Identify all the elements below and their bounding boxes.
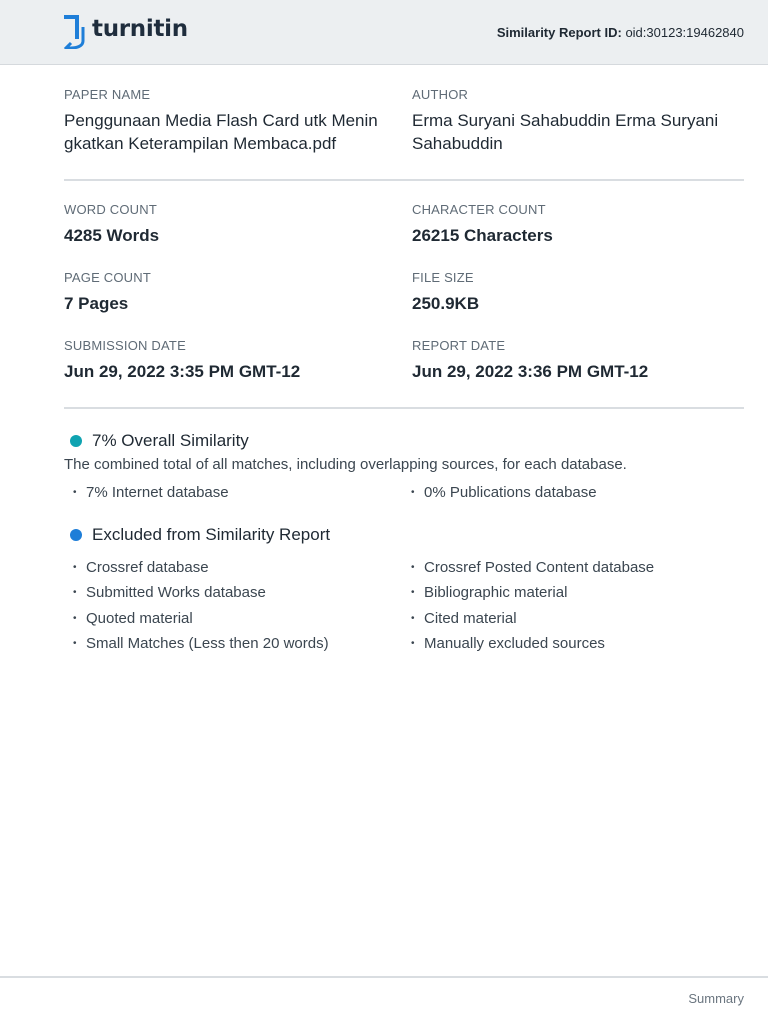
- bullet-icon: •: [411, 562, 415, 573]
- list-item: [64, 610, 193, 627]
- report-date-label: REPORT DATE: [412, 338, 506, 353]
- report-id: [497, 25, 744, 40]
- excluded-dot: [70, 529, 82, 541]
- page-count-block: [64, 270, 404, 315]
- submission-date-label: SUBMISSION DATE: [64, 338, 186, 353]
- list-item: [402, 584, 567, 601]
- list-item-label: 0% Publications database: [424, 484, 597, 501]
- word-count-block: [64, 202, 404, 247]
- list-item-label: Submitted Works database: [86, 584, 266, 601]
- bullet-icon: •: [411, 487, 415, 498]
- paper-name-label: PAPER NAME: [64, 87, 151, 102]
- submission-date-block: [64, 338, 404, 383]
- report-id-label: Similarity Report ID:: [496, 25, 622, 40]
- turnitin-logo: [63, 13, 188, 49]
- bullet-icon: •: [73, 487, 77, 498]
- author-value: Erma Suryani Sahabuddin Erma Suryani Sahabuddin: [412, 111, 719, 153]
- report-header: [0, 0, 768, 65]
- author-label: AUTHOR: [412, 87, 469, 102]
- similarity-description: The combined total of all matches, including overlapping sources, for each database.: [64, 456, 627, 473]
- page-count-value: 7 Pages: [64, 294, 129, 313]
- file-size-block: [412, 270, 752, 315]
- similarity-dot: [70, 435, 82, 447]
- list-item: [64, 484, 229, 501]
- file-size-label: FILE SIZE: [412, 270, 474, 285]
- list-item-label: 7% Internet database: [86, 484, 229, 501]
- turnitin-logo-icon: [63, 13, 87, 49]
- list-item: [402, 635, 605, 652]
- list-item: [402, 484, 597, 501]
- report-date-block: [412, 338, 752, 383]
- list-item-label: Manually excluded sources: [424, 635, 605, 652]
- bullet-icon: •: [73, 562, 77, 573]
- divider: [64, 407, 744, 409]
- author-block: [412, 87, 752, 155]
- page-count-label: PAGE COUNT: [64, 270, 151, 285]
- submission-date-value: Jun 29, 2022 3:35 PM GMT-12: [64, 362, 301, 381]
- list-item: [64, 635, 329, 652]
- report-date-value: Jun 29, 2022 3:36 PM GMT-12: [412, 362, 649, 381]
- overall-similarity-heading: [70, 431, 249, 451]
- footer-summary-label: Summary: [688, 991, 744, 1006]
- word-count-value: 4285 Words: [64, 226, 160, 245]
- character-count-value: 26215 Characters: [412, 226, 553, 245]
- list-item-label: Small Matches (Less then 20 words): [86, 635, 329, 652]
- list-item-label: Bibliographic material: [424, 584, 568, 601]
- bullet-icon: •: [73, 587, 77, 598]
- word-count-label: WORD COUNT: [64, 202, 157, 217]
- bullet-icon: •: [73, 613, 77, 624]
- list-item-label: Quoted material: [86, 610, 193, 627]
- bullet-icon: •: [411, 638, 415, 649]
- paper-name-value: Penggunaan Media Flash Card utk Menin gkatkan Keterampilan Membaca.pdf: [64, 111, 378, 153]
- bullet-icon: •: [411, 587, 415, 598]
- list-item: [402, 610, 517, 627]
- character-count-block: [412, 202, 752, 247]
- logo-wordmark: turnitin: [92, 16, 188, 42]
- footer-divider: [0, 976, 768, 978]
- paper-name-block: [64, 87, 404, 155]
- excluded-title: Excluded from Similarity Report: [92, 525, 331, 544]
- report-id-value: oid:30123:19462840: [625, 25, 744, 40]
- character-count-label: CHARACTER COUNT: [412, 202, 546, 217]
- list-item-label: Crossref Posted Content database: [424, 559, 655, 576]
- bullet-icon: •: [411, 613, 415, 624]
- list-item-label: Crossref database: [86, 559, 209, 576]
- list-item: [64, 584, 266, 601]
- list-item-label: Cited material: [424, 610, 517, 627]
- list-item: [64, 559, 209, 576]
- file-size-value: 250.9KB: [412, 294, 480, 313]
- excluded-heading: [70, 525, 330, 545]
- bullet-icon: •: [73, 638, 77, 649]
- divider: [64, 179, 744, 181]
- list-item: [402, 559, 654, 576]
- overall-similarity-title: 7% Overall Similarity: [92, 431, 249, 450]
